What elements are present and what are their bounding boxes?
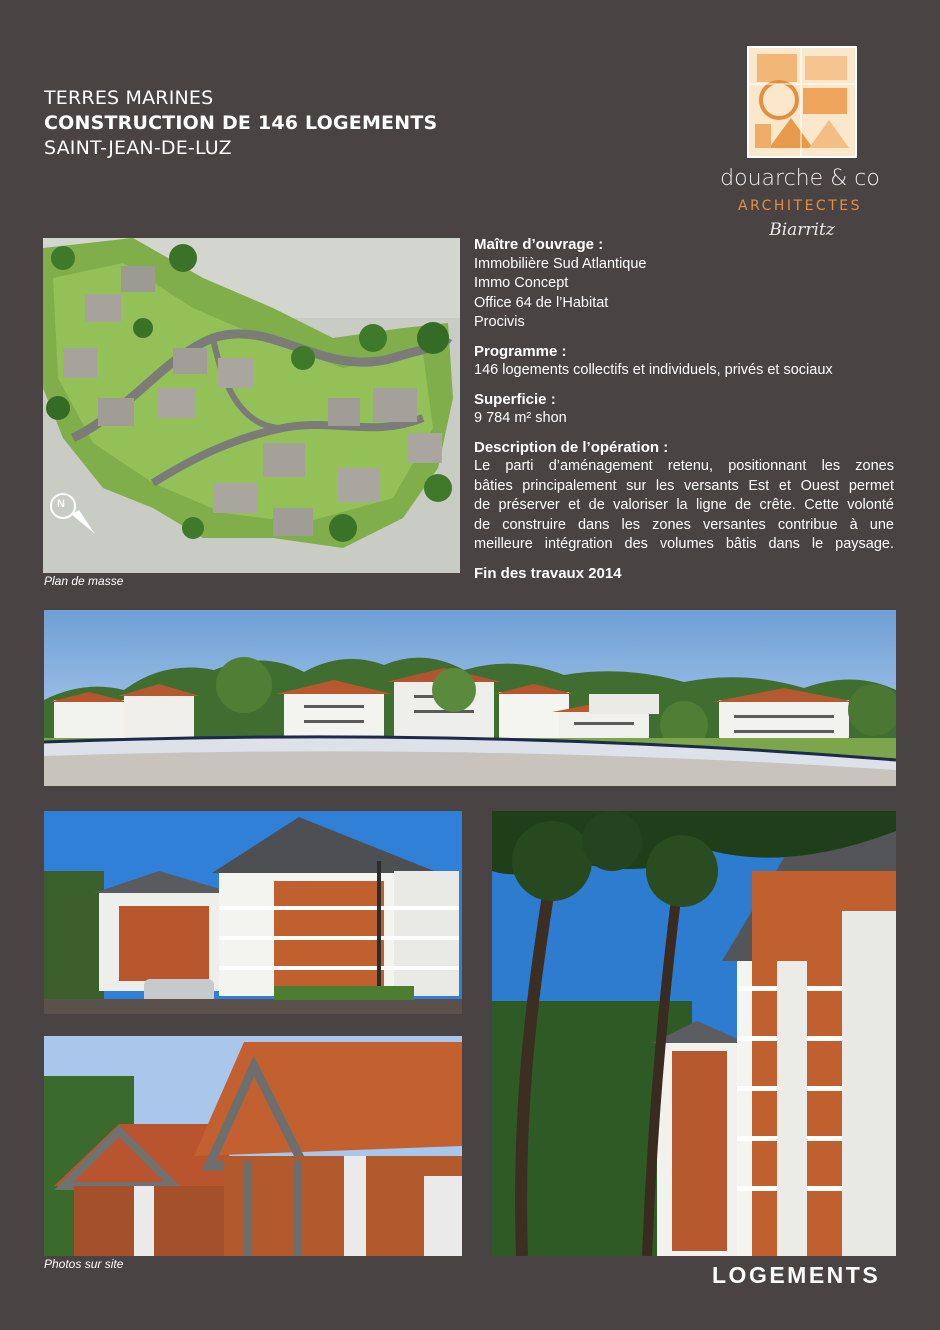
description-line: de construire dans les zones versantes contribue à une bbox=[474, 516, 894, 533]
maitre-item: Procivis bbox=[474, 314, 525, 330]
maitre-title: Maître d’ouvrage : bbox=[474, 236, 604, 253]
architect-name: douarche & co bbox=[720, 166, 880, 191]
maitre-item: Immobilière Sud Atlantique bbox=[474, 255, 647, 272]
site-photo-3 bbox=[492, 811, 896, 1256]
programme-title: Programme : bbox=[474, 342, 567, 360]
category-label: LOGEMENTS bbox=[712, 1262, 881, 1288]
superficie-title: Superficie : bbox=[474, 390, 556, 408]
superficie-section bbox=[474, 390, 894, 429]
site-plan-image bbox=[43, 238, 460, 573]
description-title: Description de l’opération : bbox=[474, 438, 669, 456]
description-line: bâties principalement sur les versants Est et Ouest permet bbox=[474, 477, 894, 494]
site-photo-1 bbox=[44, 811, 462, 1014]
site-photo-2 bbox=[44, 1036, 462, 1256]
maitre-item: Immo Concept bbox=[474, 275, 569, 291]
superficie-text: 9 784 m² shon bbox=[474, 410, 567, 426]
programme-section bbox=[474, 342, 894, 381]
architect-logo-mark bbox=[747, 46, 857, 158]
maitre-section bbox=[474, 235, 894, 333]
description-line: meilleure intégration des volumes bâtis dans le paysage. bbox=[474, 536, 894, 552]
completion-date: Fin des travaux 2014 bbox=[474, 564, 622, 582]
description-line: de préserver et de valoriser la ligne de crête. Cette volonté bbox=[474, 497, 894, 513]
description-section bbox=[474, 438, 894, 555]
project-location: SAINT-JEAN-DE-LUZ bbox=[44, 137, 232, 159]
site-plan-caption: Plan de masse bbox=[44, 574, 124, 588]
programme-text: 146 logements collectifs et individuels, privés et sociaux bbox=[474, 362, 833, 378]
project-info bbox=[474, 235, 894, 583]
architect-subtitle: ARCHITECTES bbox=[738, 198, 862, 214]
project-name: TERRES MARINES bbox=[44, 87, 214, 109]
description-line: Le parti d’aménagement retenu, positionnant les zones bbox=[474, 458, 894, 474]
north-label: N bbox=[57, 498, 65, 510]
photos-caption: Photos sur site bbox=[44, 1257, 124, 1271]
architect-city: Biarritz bbox=[769, 220, 835, 240]
panorama-image bbox=[44, 610, 896, 786]
maitre-item: Office 64 de l’Habitat bbox=[474, 294, 609, 311]
project-subtitle: CONSTRUCTION DE 146 LOGEMENTS bbox=[44, 112, 438, 134]
